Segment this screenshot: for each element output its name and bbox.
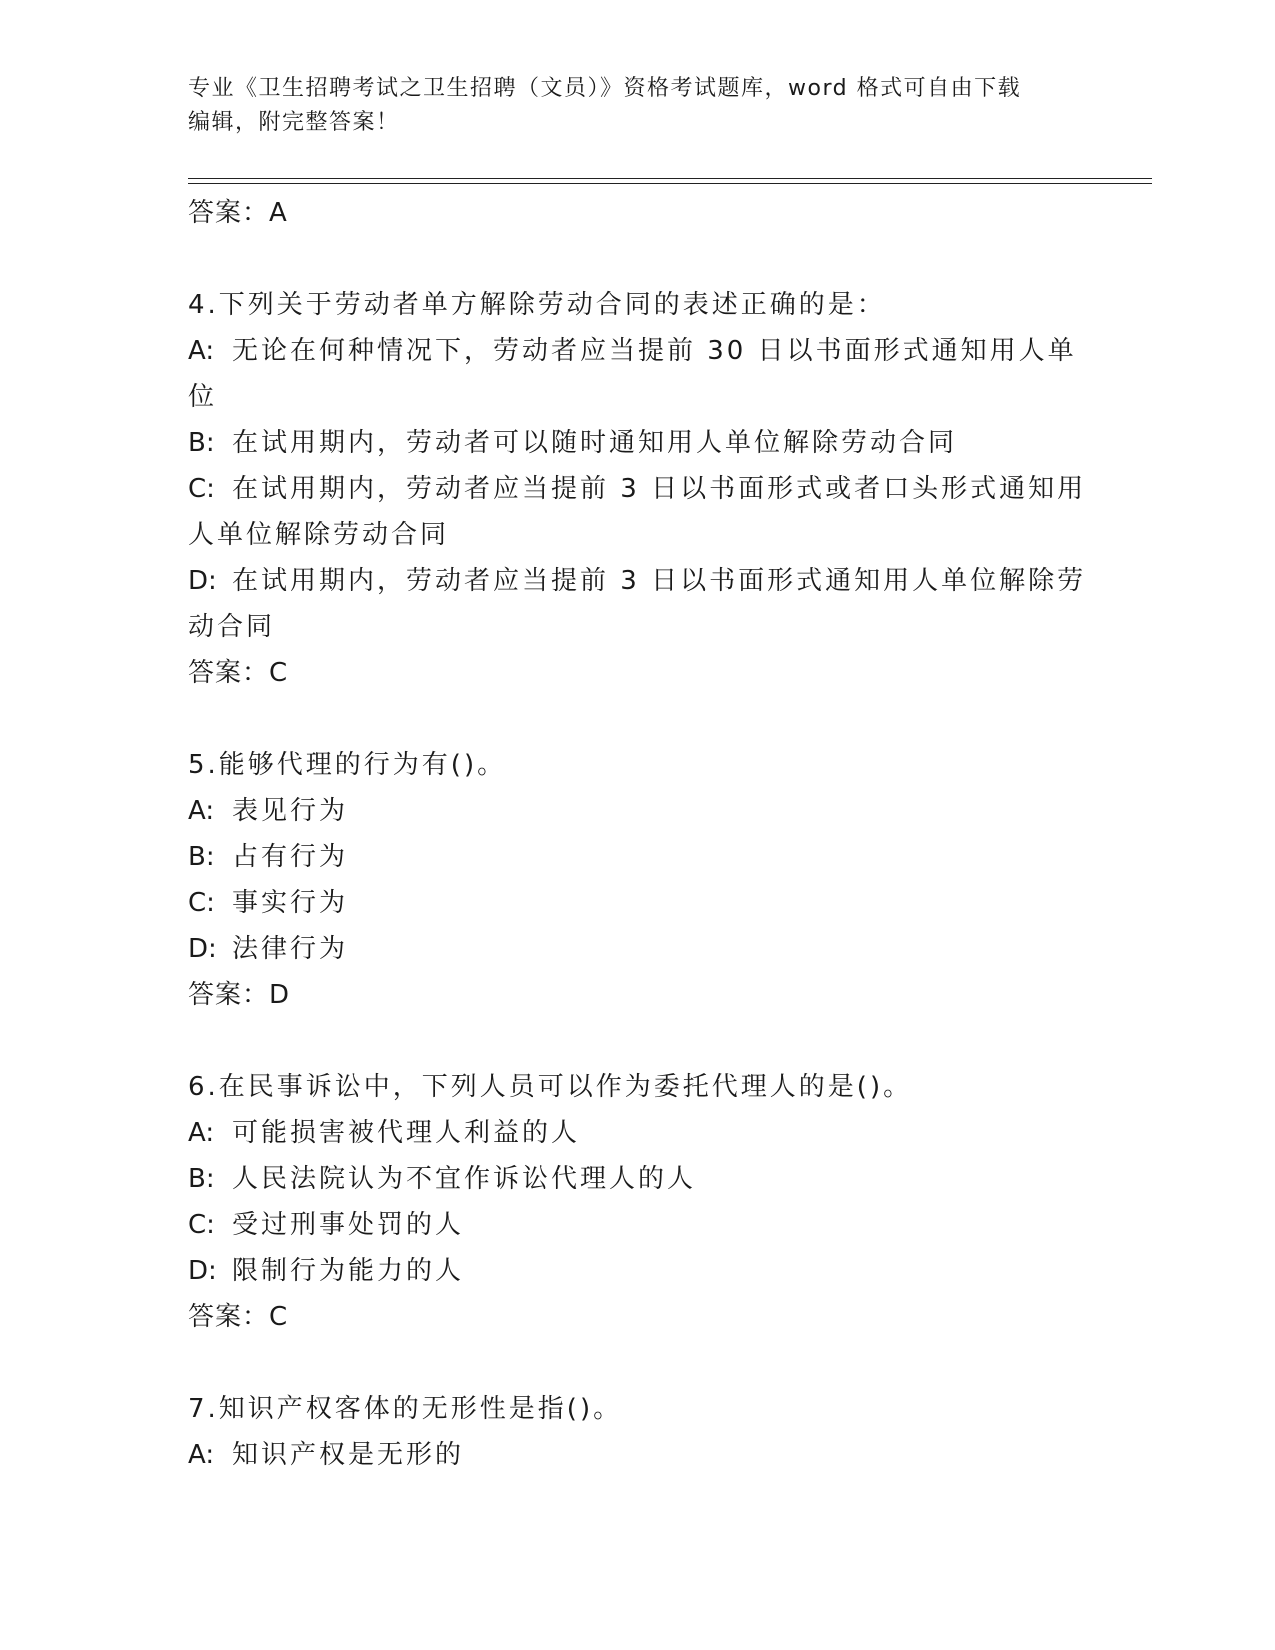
question-block <box>188 1064 1088 1340</box>
question-block <box>188 742 1088 1018</box>
option-text: 表见行为 <box>232 796 349 826</box>
option-letter: B: <box>188 1164 215 1194</box>
option-letter: C: <box>188 474 215 504</box>
question-block <box>188 282 1088 696</box>
header-line-2: 编辑，附完整答案！ <box>188 110 400 135</box>
option-c <box>188 880 1088 926</box>
option-text: 限制行为能力的人 <box>232 1256 465 1286</box>
option-text: 占有行为 <box>232 842 349 872</box>
option-d <box>188 926 1088 972</box>
header-divider-top <box>188 178 1152 179</box>
option-letter: A: <box>188 1440 215 1470</box>
answer-line: 答案：A <box>188 198 288 228</box>
option-text: 知识产权是无形的 <box>232 1440 465 1470</box>
option-a <box>188 1110 1088 1156</box>
option-a-continuation: 位 <box>188 382 218 412</box>
question-title: 4.下列关于劳动者单方解除劳动合同的表述正确的是： <box>188 290 886 320</box>
option-a <box>188 328 1088 374</box>
option-letter: B: <box>188 842 215 872</box>
answer-line: 答案：C <box>188 658 289 688</box>
header-divider-bottom <box>188 183 1152 184</box>
option-text: 在试用期内，劳动者应当提前 3 日以书面形式通知用人单位解除劳 <box>232 566 1087 596</box>
option-b <box>188 834 1088 880</box>
option-d <box>188 1248 1088 1294</box>
option-letter: A: <box>188 1118 215 1148</box>
option-text: 在试用期内，劳动者应当提前 3 日以书面形式或者口头形式通知用 <box>232 474 1087 504</box>
option-text: 在试用期内，劳动者可以随时通知用人单位解除劳动合同 <box>232 428 958 458</box>
question-title: 6.在民事诉讼中，下列人员可以作为委托代理人的是()。 <box>188 1072 913 1102</box>
page-header <box>188 72 1068 140</box>
answer-line: 答案：C <box>188 1302 289 1332</box>
answer-line: 答案：D <box>188 980 291 1010</box>
option-b <box>188 420 1088 466</box>
option-text: 人民法院认为不宜作诉讼代理人的人 <box>232 1164 697 1194</box>
option-c <box>188 1202 1088 1248</box>
option-letter: A: <box>188 796 215 826</box>
option-text: 法律行为 <box>232 934 349 964</box>
option-letter: C: <box>188 888 215 918</box>
option-letter: B: <box>188 428 215 458</box>
option-b <box>188 1156 1088 1202</box>
option-text: 可能损害被代理人利益的人 <box>232 1118 581 1148</box>
option-letter: A: <box>188 336 215 366</box>
option-text: 受过刑事处罚的人 <box>232 1210 465 1240</box>
option-c <box>188 466 1088 512</box>
option-text: 事实行为 <box>232 888 349 918</box>
option-letter: D: <box>188 566 217 596</box>
option-text: 无论在何种情况下，劳动者应当提前 30 日以书面形式通知用人单 <box>232 336 1077 366</box>
header-line-1: 专业《卫生招聘考试之卫生招聘（文员）》资格考试题库，word 格式可自由下载 <box>188 76 1022 101</box>
option-a <box>188 1432 1088 1478</box>
option-letter: D: <box>188 1256 217 1286</box>
option-d <box>188 558 1088 604</box>
option-letter: D: <box>188 934 217 964</box>
question-title: 7.知识产权客体的无形性是指()。 <box>188 1394 623 1424</box>
question-block <box>188 1386 1088 1478</box>
option-c-continuation: 人单位解除劳动合同 <box>188 520 450 550</box>
option-a <box>188 788 1088 834</box>
option-d-continuation: 动合同 <box>188 612 276 642</box>
question-title: 5.能够代理的行为有()。 <box>188 750 507 780</box>
question-list <box>188 190 1088 1478</box>
option-letter: C: <box>188 1210 215 1240</box>
